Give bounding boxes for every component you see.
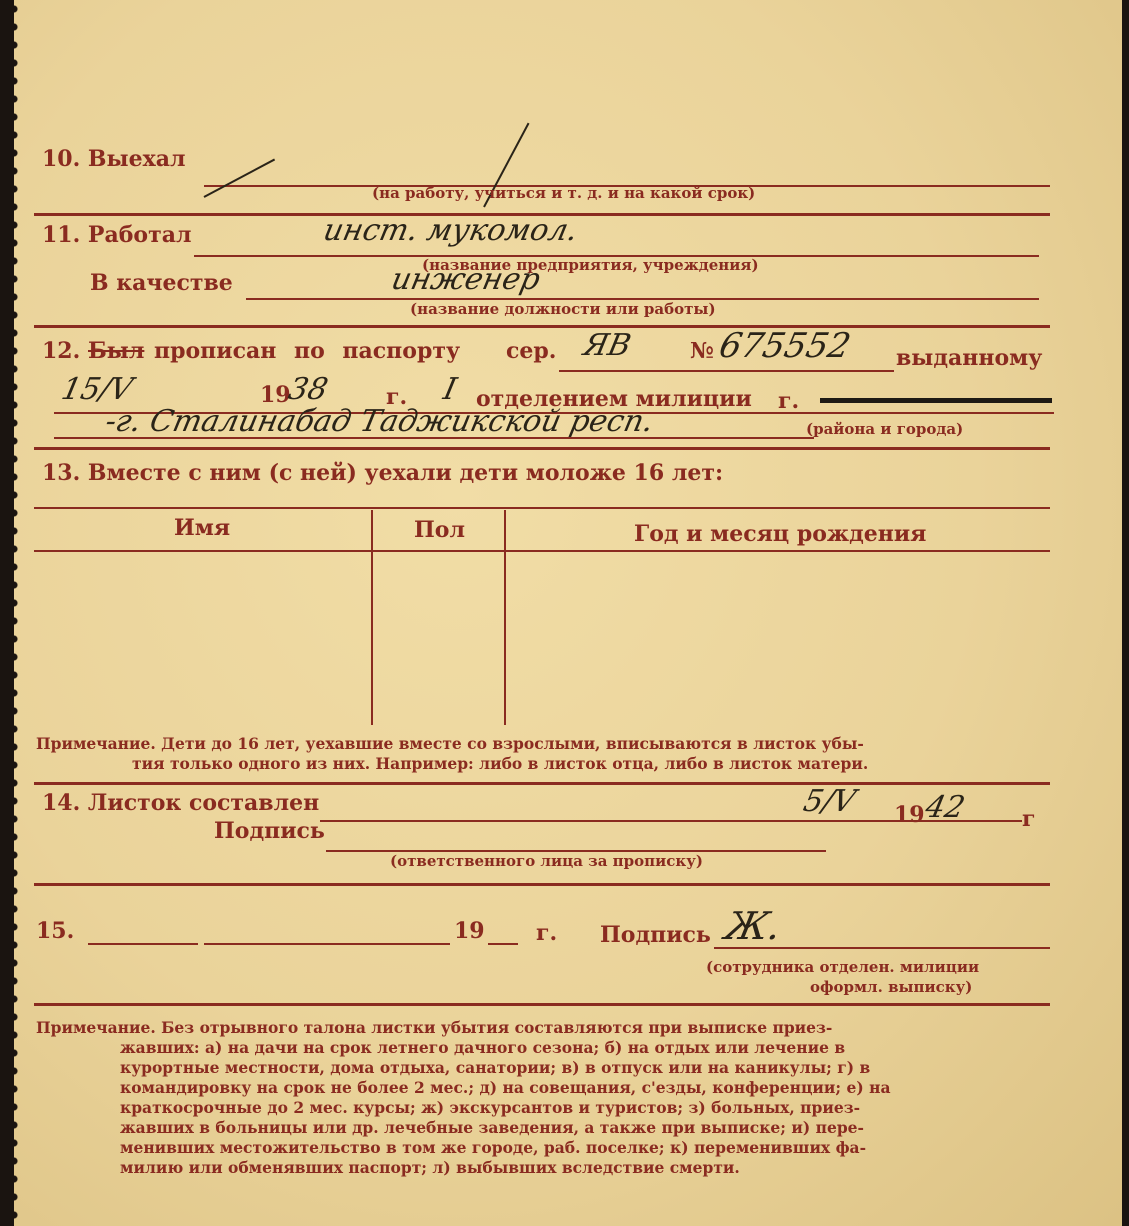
item14-caption: (ответственного лица за прописку) [390, 852, 703, 870]
item15-signature-scribble: Ж. [721, 904, 786, 948]
final-note-line2: жавших: а) на дачи на срок летнего дачного сезона; б) на отдых или лечение в [120, 1038, 846, 1057]
item11-position-label: В качестве [90, 270, 233, 296]
item11-position-handwriting: инженер [388, 262, 544, 297]
item15-caption-line1: (сотрудника отделен. милиции [706, 958, 980, 976]
final-note-line8: милию или обменявших паспорт; л) выбывших вследствие смерти. [120, 1158, 740, 1177]
item12-issued-label: выданному [896, 345, 1043, 371]
item10-dash-stroke [204, 159, 276, 198]
item12-number-label: № [690, 338, 714, 364]
divider-15-note [34, 1003, 1050, 1006]
item14-year-value: 42 [922, 790, 968, 825]
divider-11-12 [34, 325, 1050, 328]
table-top-line [34, 507, 1050, 509]
table-header-sex: Пол [414, 517, 465, 543]
divider-13-14 [34, 782, 1050, 785]
item12-series-label: сер. [506, 338, 557, 364]
item14-date-line [320, 820, 1022, 822]
final-note-line6: жавших в больницы или др. лечебные заведения, а также при выписке; и) пере- [120, 1118, 864, 1137]
item13-note-line1: Примечание. Дети до 16 лет, уехавшие вместе со взрослыми, вписываются в листок убы- [36, 734, 864, 753]
item11-workplace-caption: (название предприятия, учреждения) [422, 256, 759, 274]
item14-signature-label: Подпись [214, 818, 325, 844]
item10-caption: (на работу, учиться и т. д. и на какой срок) [372, 184, 756, 202]
item13-label: 13. Вместе с ним (с ней) уехали дети моложе 16 лет: [42, 460, 724, 486]
item12-year-prefix: 19 [260, 382, 291, 408]
item12-struck-word: Был [88, 338, 145, 364]
item15-caption-line2: оформл. выписку) [810, 978, 973, 996]
item15-month-line [204, 943, 450, 945]
item10-label: 10. Выехал [42, 146, 186, 172]
item11-workplace-handwriting: инст. мукомол. [320, 213, 581, 248]
item12-struck-city [820, 398, 1052, 403]
item12-passport-number: 675552 [715, 326, 855, 366]
item12-passport-line [559, 370, 894, 372]
divider-14-15 [34, 883, 1050, 886]
item12-place-line [54, 437, 814, 439]
item15-year-suffix: г. [536, 920, 558, 946]
item12-city-prefix: г. [778, 388, 800, 414]
divider-12-13 [34, 447, 1050, 450]
table-divider-1 [371, 510, 373, 725]
final-note-line1: Примечание. Без отрывного талона листки убытия составляются при выписке приез- [36, 1018, 833, 1037]
item11-position-caption: (название должности или работы) [410, 300, 716, 318]
item12-place-handwriting: -г. Сталинабад Таджикской респ. [102, 404, 657, 439]
item12-department-label: отделением милиции [476, 386, 752, 412]
final-note-line3: курортные местности, дома отдыха, санатории; в) в отпуск или на каникулы; г) в [120, 1058, 871, 1077]
item15-year-prefix: 19 [454, 918, 485, 944]
item12-series-value: ЯВ [580, 328, 635, 363]
table-header-line [34, 550, 1050, 552]
item14-year-prefix: 19 [894, 802, 925, 828]
document-page [14, 0, 1122, 1226]
item12-place-caption: (района и города) [806, 420, 964, 438]
item12-year-suffix: г. [386, 384, 408, 410]
perforated-edge [14, 0, 22, 1226]
item13-note-line2: тия только одного из них. Например: либо в листок отца, либо в листок матери. [132, 754, 869, 773]
item15-signature-line [714, 947, 1050, 949]
item14-year-suffix: г [1022, 806, 1036, 832]
item15-signature-label: Подпись [600, 922, 711, 948]
item15-year-line [488, 943, 518, 945]
table-header-birth: Год и месяц рождения [634, 521, 927, 547]
item14-date-value: 5/V [800, 784, 859, 819]
final-note-line4: командировку на срок не более 2 мес.; д) на совещания, с'езды, конференции; е) на [120, 1078, 891, 1097]
final-note-line5: краткосрочные до 2 мес. курсы; ж) экскурсантов и туристов; з) больных, приез- [120, 1098, 861, 1117]
table-divider-2 [504, 510, 506, 725]
item12-year-value: 38 [285, 372, 331, 407]
item12-issue-date: 15/V [58, 372, 136, 407]
item11-label: 11. Работал [42, 222, 192, 248]
final-note-line7: менивших местожительство в том же городе, раб. поселке; к) переменивших фа- [120, 1138, 867, 1157]
item15-label: 15. [36, 918, 75, 944]
item12-department-number: I [440, 372, 460, 407]
item14-label: 14. Листок составлен [42, 790, 320, 816]
item15-day-line [88, 943, 198, 945]
item12-label: прописан по паспорту [154, 338, 461, 364]
table-header-name: Имя [174, 515, 231, 541]
item12-number: 12. [42, 338, 81, 364]
